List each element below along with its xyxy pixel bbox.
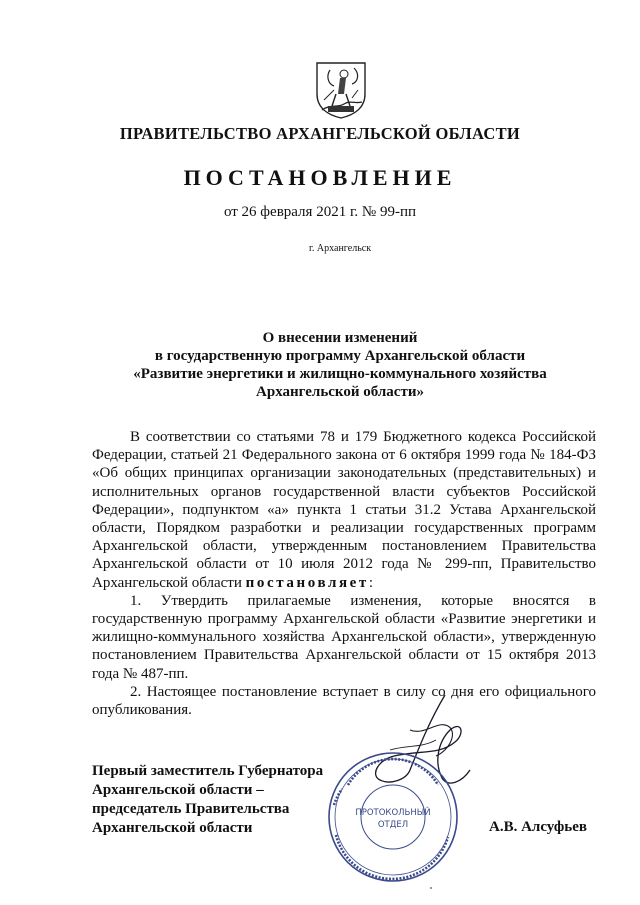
subject-line: Архангельской области» <box>256 384 424 400</box>
document-type: ПОСТАНОВЛЕНИЕ <box>183 165 457 190</box>
scan-speck <box>430 887 432 889</box>
round-stamp <box>318 745 468 885</box>
document-body <box>92 428 596 719</box>
coat-of-arms-icon <box>314 60 368 120</box>
date-and-number: от 26 февраля 2021 г. № 99-пп <box>223 204 417 220</box>
preamble-paragraph <box>92 428 596 592</box>
resolves-word: постановляет <box>245 574 369 591</box>
position-line: Архангельской области <box>92 820 253 836</box>
document-subject <box>60 329 620 401</box>
signatory-name: А.В. Алсуфьев <box>489 819 587 835</box>
stamp-center-line-2: ОТДЕЛ <box>377 820 409 830</box>
item-1-paragraph: 1. Утвердить прилагаемые изменения, которые вносятся в государственную программу Архангельской области «Развитие энергетики и жилищно-коммунального хозяйства Архангельской области», утвержденную постановлением Правительства Архангельской области от 15 октября 2013 года № 487-пп. <box>92 592 596 682</box>
preamble-text: В соответствии со статьями 78 и 179 Бюджетного кодекса Российской Федерации, статьей 21 Федерального закона от 6 октября 1999 года № 184-ФЗ «Об общих принципах организации законодательных (представительных) и исполнительных органов государственной власти субъектов Российской Федерации», подпунктом «а» пункта 1 статьи 31.2 Устава Архангельской области, Порядком разработки и реализации государственных программ Архангельской области, утвержденным постановлением Правительства Архангельской области от 10 июля 2012 года № 299-пп, Правительство Архангельской области <box>92 429 596 591</box>
subject-line: в государственную программу Архангельской области <box>154 348 526 364</box>
item-2-paragraph: 2. Настоящее постановление вступает в силу со дня его официального опубликования. <box>92 683 596 719</box>
subject-line: О внесении изменений <box>262 330 418 346</box>
position-line: Архангельской области – <box>92 782 264 798</box>
position-line: председатель Правительства <box>92 801 290 817</box>
signatory-position <box>92 762 323 838</box>
position-line: Первый заместитель Губернатора <box>92 763 324 779</box>
organization-name: ПРАВИТЕЛЬСТВО АРХАНГЕЛЬСКОЙ ОБЛАСТИ <box>119 124 521 143</box>
stamp-center-line-1: ПРОТОКОЛЬНЫЙ <box>355 808 431 818</box>
resolves-colon: : <box>368 574 374 591</box>
city: г. Архангельск <box>308 243 372 254</box>
subject-line: «Развитие энергетики и жилищно-коммунального хозяйства <box>133 366 547 382</box>
